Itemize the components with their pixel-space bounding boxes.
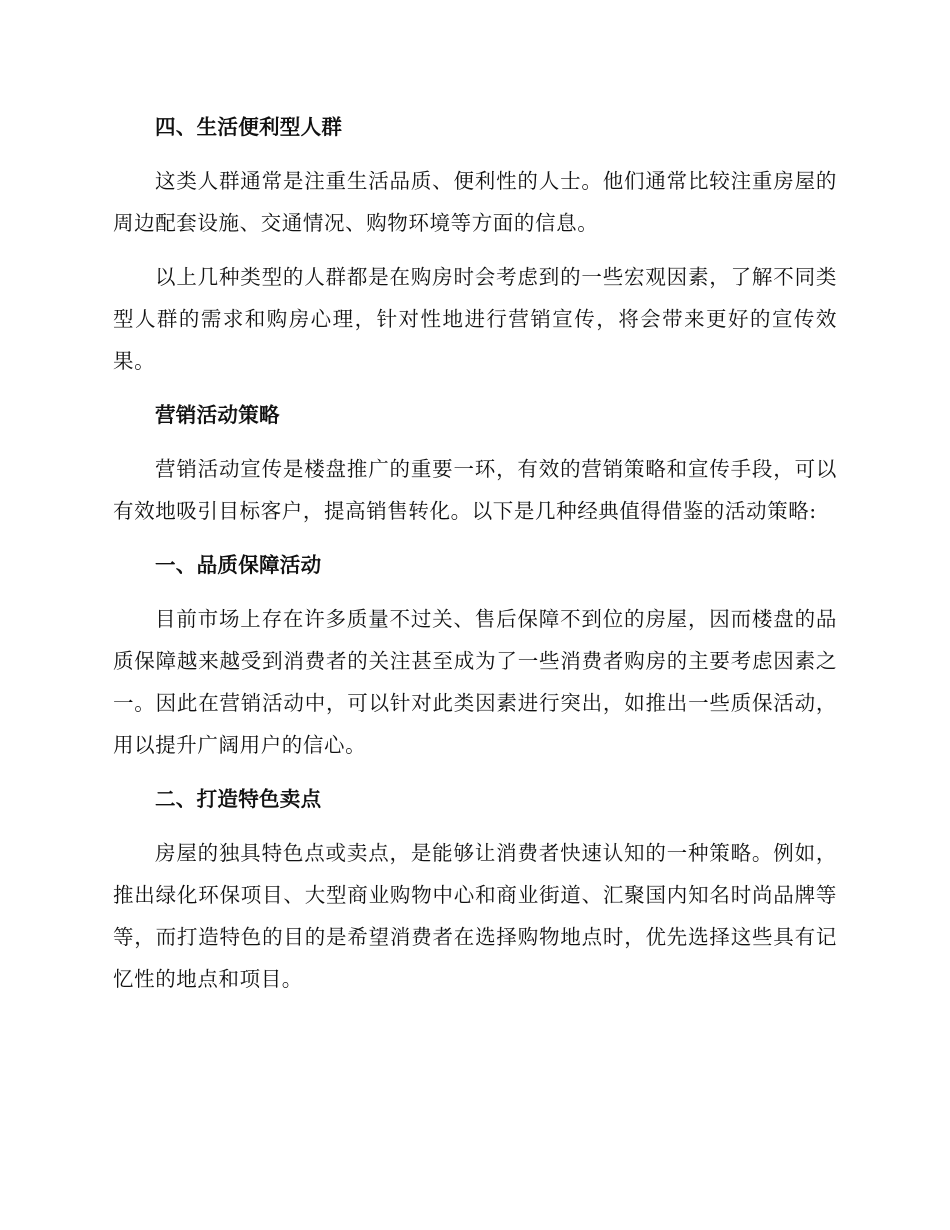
section-heading-quality-assurance: 一、品质保障活动	[155, 553, 322, 577]
section-heading-selling-points: 二、打造特色卖点	[155, 787, 322, 811]
section-heading-convenience-group: 四、生活便利型人群	[155, 115, 343, 139]
paragraph-quality-assurance: 目前市场上存在许多质量不过关、售后保障不到位的房屋，因而楼盘的品质保障越来越受到消费者的关注甚至成为了一些消费者购房的主要考虑因素之一。因此在营销活动中，可以针对此类因素进行突出，如推出一些质保活动，用以提升广阔用户的信心。	[113, 607, 837, 757]
section-heading-marketing-strategy: 营销活动策略	[155, 403, 280, 427]
paragraph-marketing-intro: 营销活动宣传是楼盘推广的重要一环，有效的营销策略和宣传手段，可以有效地吸引目标客户，提高销售转化。以下是几种经典值得借鉴的活动策略:	[113, 457, 837, 523]
paragraph-convenience-description: 这类人群通常是注重生活品质、便利性的人士。他们通常比较注重房屋的周边配套设施、交通情况、购物环境等方面的信息。	[113, 169, 837, 235]
paragraph-summary: 以上几种类型的人群都是在购房时会考虑到的一些宏观因素，了解不同类型人群的需求和购房心理，针对性地进行营销宣传，将会带来更好的宣传效果。	[113, 265, 837, 373]
document-page	[113, 106, 837, 1000]
paragraph-selling-points: 房屋的独具特色点或卖点，是能够让消费者快速认知的一种策略。例如，推出绿化环保项目、大型商业购物中心和商业街道、汇聚国内知名时尚品牌等等，而打造特色的目的是希望消费者在选择购物地点时，优先选择这些具有记忆性的地点和项目。	[113, 841, 837, 991]
